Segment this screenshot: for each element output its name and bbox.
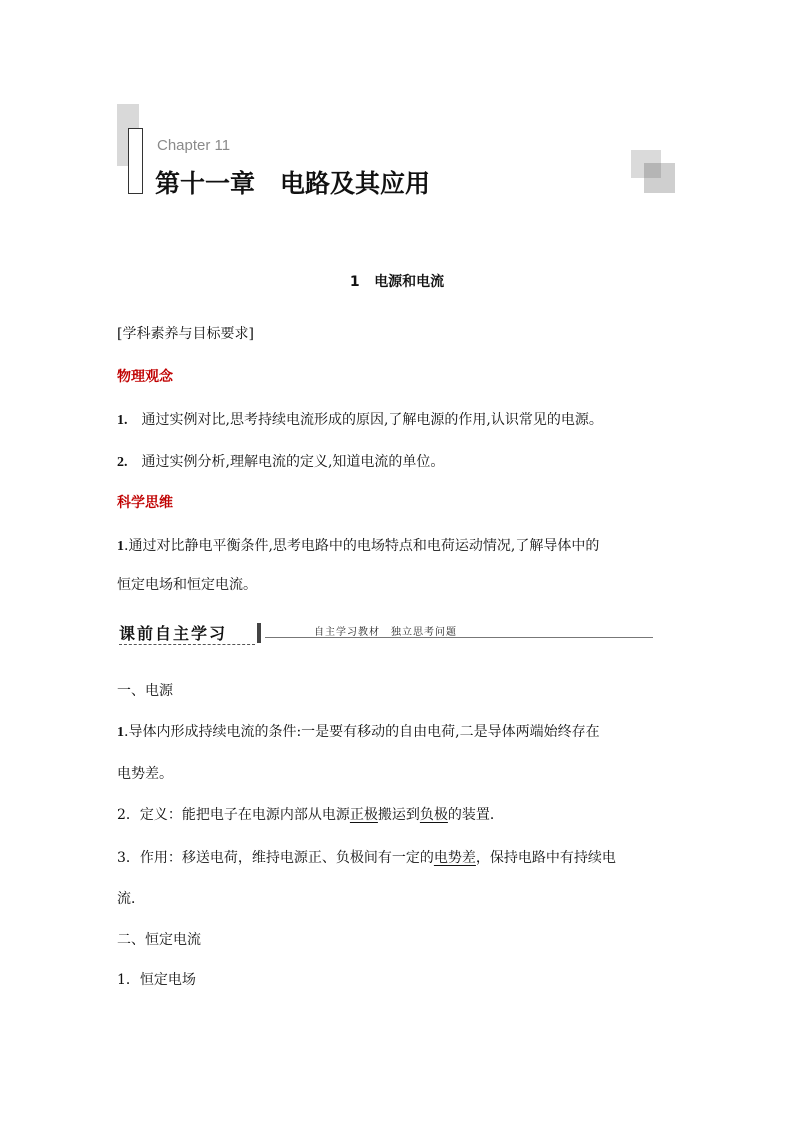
paragraph-continued: 电势差。	[117, 766, 173, 782]
blank-answer: 负极	[419, 807, 448, 823]
paragraph-text: 3．作用：移送电荷，维持电源正、负极间有一定的	[117, 850, 434, 866]
paragraph-text: .导体内形成持续电流的条件:一是要有移动的自由电荷,二是导体两端始终存在	[124, 724, 600, 740]
paragraph	[117, 721, 600, 741]
chapter-decoration-frame	[128, 128, 143, 194]
concept-item-number: 2.	[117, 455, 128, 470]
concept-item-number: 1.	[117, 413, 128, 428]
paragraph-text: 的装置．	[447, 807, 504, 823]
section-name: 电源和电流	[374, 274, 445, 290]
thinking-item-continued: 恒定电场和恒定电流。	[117, 577, 257, 593]
thinking-heading: 科学思维	[117, 495, 173, 511]
paragraph-text: ，保持电路中有持续电	[475, 850, 616, 866]
banner-tagline: 自主学习教材 独立思考问题	[314, 627, 457, 638]
banner-label: 课前自主学习	[119, 624, 228, 643]
pre-class-banner	[117, 620, 653, 646]
thinking-item	[117, 535, 599, 555]
concept-item	[117, 451, 444, 471]
section-title	[0, 271, 794, 291]
concept-item-text: 通过实例分析,理解电流的定义,知道电流的单位。	[141, 454, 445, 470]
blank-answer: 正极	[349, 807, 378, 823]
chapter-english-label: Chapter 11	[157, 137, 231, 154]
paragraph-number: 1	[117, 725, 124, 740]
goals-header: [学科素养与目标要求]	[117, 326, 254, 342]
thinking-item-text: .通过对比静电平衡条件,思考电路中的电场特点和电荷运动情况,了解导体中的	[124, 538, 600, 554]
corner-decoration-overlap	[644, 163, 661, 178]
paragraph	[117, 847, 616, 867]
paragraph	[117, 804, 504, 824]
banner-divider	[257, 623, 261, 643]
paragraph-continued: 流．	[117, 891, 145, 907]
thinking-item-number: 1	[117, 539, 124, 554]
concepts-heading: 物理观念	[117, 369, 173, 385]
blank-answer: 电势差	[433, 850, 476, 866]
chapter-title: 第十一章 电路及其应用	[155, 169, 431, 198]
banner-dashed-underline	[119, 644, 255, 645]
concept-item	[117, 409, 603, 429]
paragraph-text: 2．定义：能把电子在电源内部从电源	[117, 807, 350, 823]
section-number: 1	[349, 274, 360, 290]
paragraph-text: 搬运到	[377, 807, 420, 823]
subsection-heading: 一、电源	[117, 683, 173, 699]
subsection-item: 1．恒定电场	[117, 972, 196, 988]
concept-item-text: 通过实例对比,思考持续电流形成的原因,了解电源的作用,认识常见的电源。	[141, 412, 603, 428]
subsection-heading: 二、恒定电流	[117, 932, 201, 948]
